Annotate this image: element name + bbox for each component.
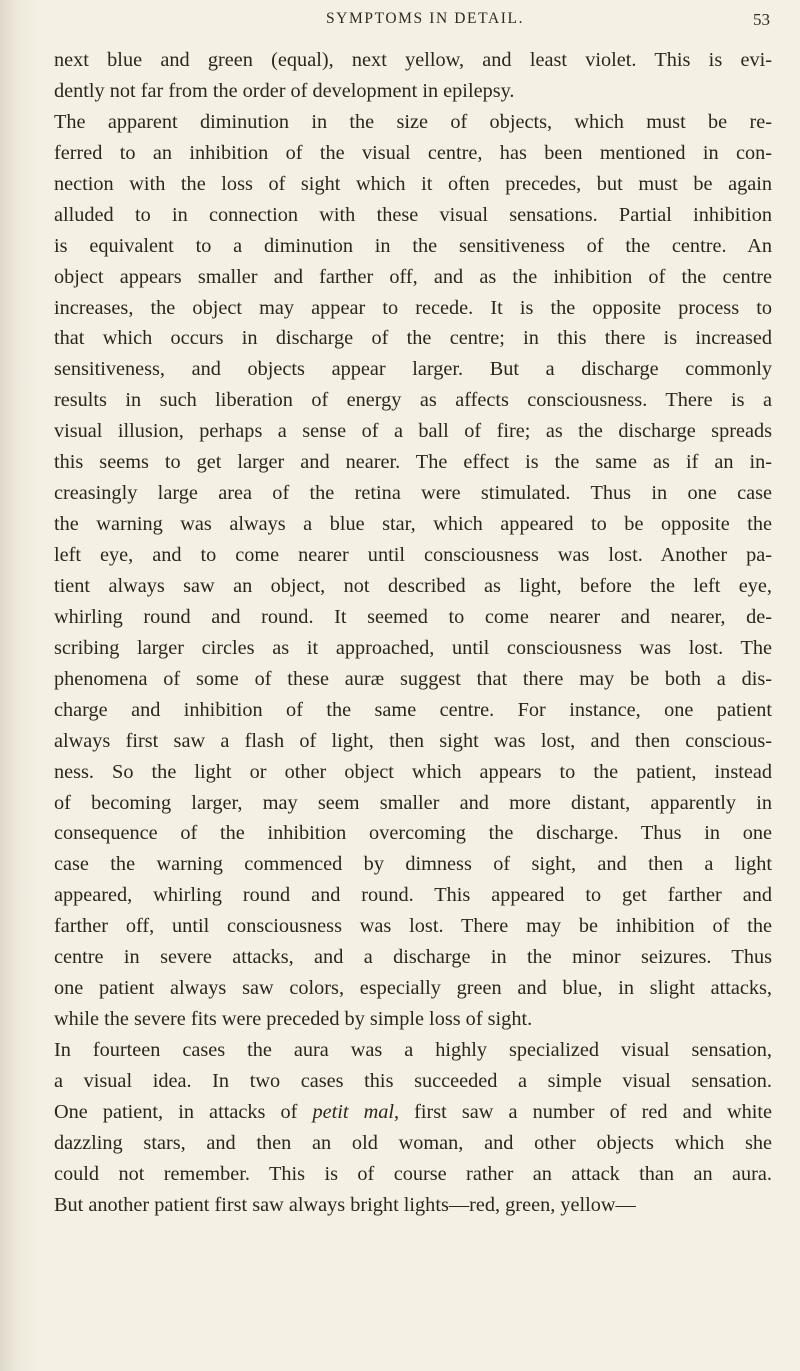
text-line: is equivalent to a diminution in the sensitiveness of the centre. An	[54, 234, 772, 257]
text-line: that which occurs in discharge of the centre; in this there is increased	[54, 327, 772, 350]
text-line: consequence of the inhibition overcoming the discharge. Thus in one	[54, 822, 772, 845]
text-line: the warning was always a blue star, which appeared to be opposite the	[54, 513, 772, 536]
text-line: appeared, whirling round and round. This appeared to get farther and	[54, 884, 772, 907]
text-run: , first saw a number of red and white	[394, 1100, 773, 1123]
text-line: always first saw a flash of light, then sight was lost, and then conscious-	[54, 729, 772, 752]
text-line: charge and inhibition of the same centre. For instance, one patient	[54, 698, 772, 721]
text-line: object appears smaller and farther off, and as the inhibition of the centre	[54, 265, 772, 288]
text-line: increases, the object may appear to recede. It is the opposite process to	[54, 296, 772, 319]
text-line: left eye, and to come nearer until consciousness was lost. Another pa-	[54, 544, 772, 566]
page-number: 53	[753, 10, 770, 29]
text-line: while the severe fits were preceded by simple loss of sight.	[54, 1008, 533, 1031]
body-text	[54, 45, 772, 1221]
text-line	[54, 1097, 772, 1128]
text-line: centre in severe attacks, and a discharge in the minor seizures. Thus	[54, 946, 772, 969]
text-line: results in such liberation of energy as affects consciousness. There is a	[54, 389, 772, 412]
running-head	[80, 10, 770, 40]
text-line: dently not far from the order of development in epilepsy.	[54, 79, 515, 102]
italic-phrase: petit mal	[312, 1100, 394, 1123]
text-line: could not remember. This is of course rather an attack than an aura.	[54, 1162, 772, 1185]
text-line: a visual idea. In two cases this succeeded a simple visual sensation.	[54, 1069, 772, 1092]
text-line: In fourteen cases the aura was a highly specialized visual sensation,	[54, 1039, 772, 1061]
text-line: scribing larger circles as it approached, until consciousness was lost. The	[54, 636, 772, 659]
text-line: this seems to get larger and nearer. The effect is the same as if an in-	[54, 451, 772, 474]
text-line: tient always saw an object, not described as light, before the left eye,	[54, 574, 772, 597]
text-line: ferred to an inhibition of the visual centre, has been mentioned in con-	[54, 141, 772, 164]
text-line: one patient always saw colors, especially green and blue, in slight attacks,	[54, 977, 772, 1000]
text-run: One patient, in attacks of	[54, 1100, 313, 1123]
text-line: case the warning commenced by dimness of sight, and then a light	[54, 853, 772, 876]
text-line: The apparent diminution in the size of objects, which must be re-	[54, 110, 772, 133]
text-line: creasingly large area of the retina were stimulated. Thus in one case	[54, 482, 772, 505]
text-line: visual illusion, perhaps a sense of a ball of fire; as the discharge spreads	[54, 420, 772, 443]
text-line: next blue and green (equal), next yellow, and least violet. This is evi-	[54, 49, 772, 71]
text-line: sensitiveness, and objects appear larger. But a discharge commonly	[54, 358, 772, 381]
running-title: SYMPTOMS IN DETAIL.	[325, 10, 525, 27]
text-line: nection with the loss of sight which it often precedes, but must be again	[54, 172, 772, 195]
text-line: ness. So the light or other object which appears to the patient, instead	[54, 760, 772, 783]
text-line: alluded to in connection with these visual sensations. Partial inhibition	[54, 203, 772, 226]
text-line: dazzling stars, and then an old woman, and other objects which she	[54, 1131, 772, 1154]
text-line: of becoming larger, may seem smaller and more distant, apparently in	[54, 791, 772, 814]
text-line: whirling round and round. It seemed to come nearer and nearer, de-	[54, 605, 772, 628]
text-line: farther off, until consciousness was lost. There may be inhibition of the	[54, 915, 772, 938]
text-line: phenomena of some of these auræ suggest that there may be both a dis-	[54, 667, 772, 690]
text-line: But another patient first saw always bright lights—red, green, yellow—	[54, 1193, 636, 1216]
